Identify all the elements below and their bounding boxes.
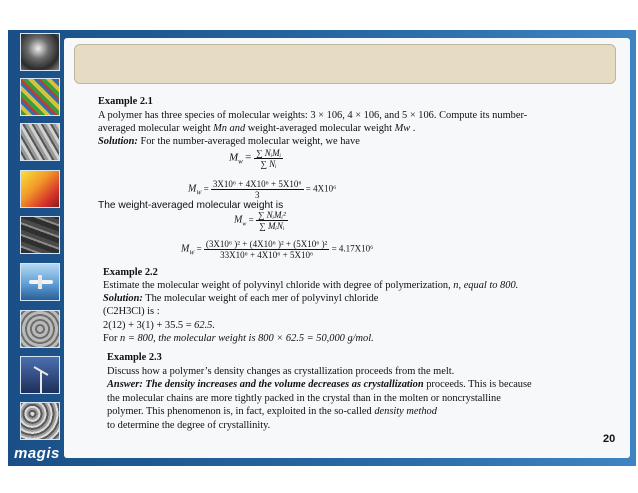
example-2-1-line2: averaged molecular weight Mn and weight-averaged molecular weight Mw .: [98, 123, 416, 134]
weight-averaged-text: The weight-averaged molecular weight is: [98, 200, 284, 211]
thumb-grain-image: [20, 310, 60, 348]
thumbnail-strip: [8, 30, 64, 466]
slide-title-banner: [74, 44, 616, 84]
example-2-1-heading: Example 2.1: [98, 96, 153, 107]
equation-mw-calculation: $M_W$ = $\frac{\text{3X10⁶ + 4X10⁶ + 5X10⁶}}{3}$ = 4X10⁶: [188, 179, 337, 200]
example-2-1-line1: A polymer has three species of molecular weights: 3 × 106, 4 × 106, and 5 × 106. Compute its number-: [98, 110, 528, 121]
example-2-3-line4: polymer. This phenomenon is, in fact, exploited in the so-called density method: [107, 406, 437, 417]
example-2-3-line5: to determine the degree of crystallinity.: [107, 420, 271, 431]
example-2-2-heading: Example 2.2: [103, 267, 158, 278]
example-2-2-line1: Estimate the molecular weight of polyvinyl chloride with degree of polymerization, n, equal to 800.: [103, 280, 519, 291]
thumb-turbine-image: [20, 33, 60, 71]
thumb-microstructure-image: [20, 78, 60, 116]
page-number: 20: [603, 433, 616, 445]
equation-mw-weight-definition: $M_w$ = $\frac{\text{∑ NᵢMᵢ²}}{\text{∑ MᵢNᵢ}}$: [234, 210, 286, 231]
example-2-3-answer: Answer: The density increases and the volume decreases as crystallization proceeds. This is because: [107, 379, 532, 390]
thumb-airplane-image: [20, 263, 60, 301]
thumb-particles-image: [20, 402, 60, 440]
example-2-1-solution: Solution: For the number-averaged molecular weight, we have: [98, 136, 360, 147]
thumb-wind-turbine-image: [20, 356, 60, 394]
equation-mw-weight-calculation: $M_W$ = $\frac{\text{(3X10⁶ )² + (4X10⁶ )² + (5X10⁶ )²}}{\text{33X10⁶ + 4X10⁶ + 5X10⁶}}$ = 4.17X10⁶: [181, 239, 374, 260]
example-2-2-solution: Solution: The molecular weight of each mer of polyvinyl chloride: [103, 293, 379, 304]
example-2-2-calc: 2(12) + 3(1) + 35.5 = 62.5.: [103, 320, 215, 331]
thumb-stress-map-image: [20, 170, 60, 208]
example-2-3-heading: Example 2.3: [107, 352, 162, 363]
example-2-3-line1: Discuss how a polymer’s density changes as crystallization proceeds from the melt.: [107, 366, 455, 377]
thumb-fibers-image: [20, 123, 60, 161]
equation-mw-definition: $M_w$ = $\frac{\text{∑ NᵢMᵢ}}{\text{∑ Nᵢ}}$: [229, 148, 282, 169]
magis-logo: magis: [14, 445, 60, 462]
example-2-2-formula: (C2H3Cl) is :: [103, 306, 160, 317]
example-2-2-result: For n = 800, the molecular weight is 800 × 62.5 = 50,000 g/mol.: [103, 333, 374, 344]
thumb-surface-image: [20, 216, 60, 254]
example-2-3-line3: the molecular chains are more tightly packed in the crystal than in the molten or noncrystalline: [107, 393, 501, 404]
